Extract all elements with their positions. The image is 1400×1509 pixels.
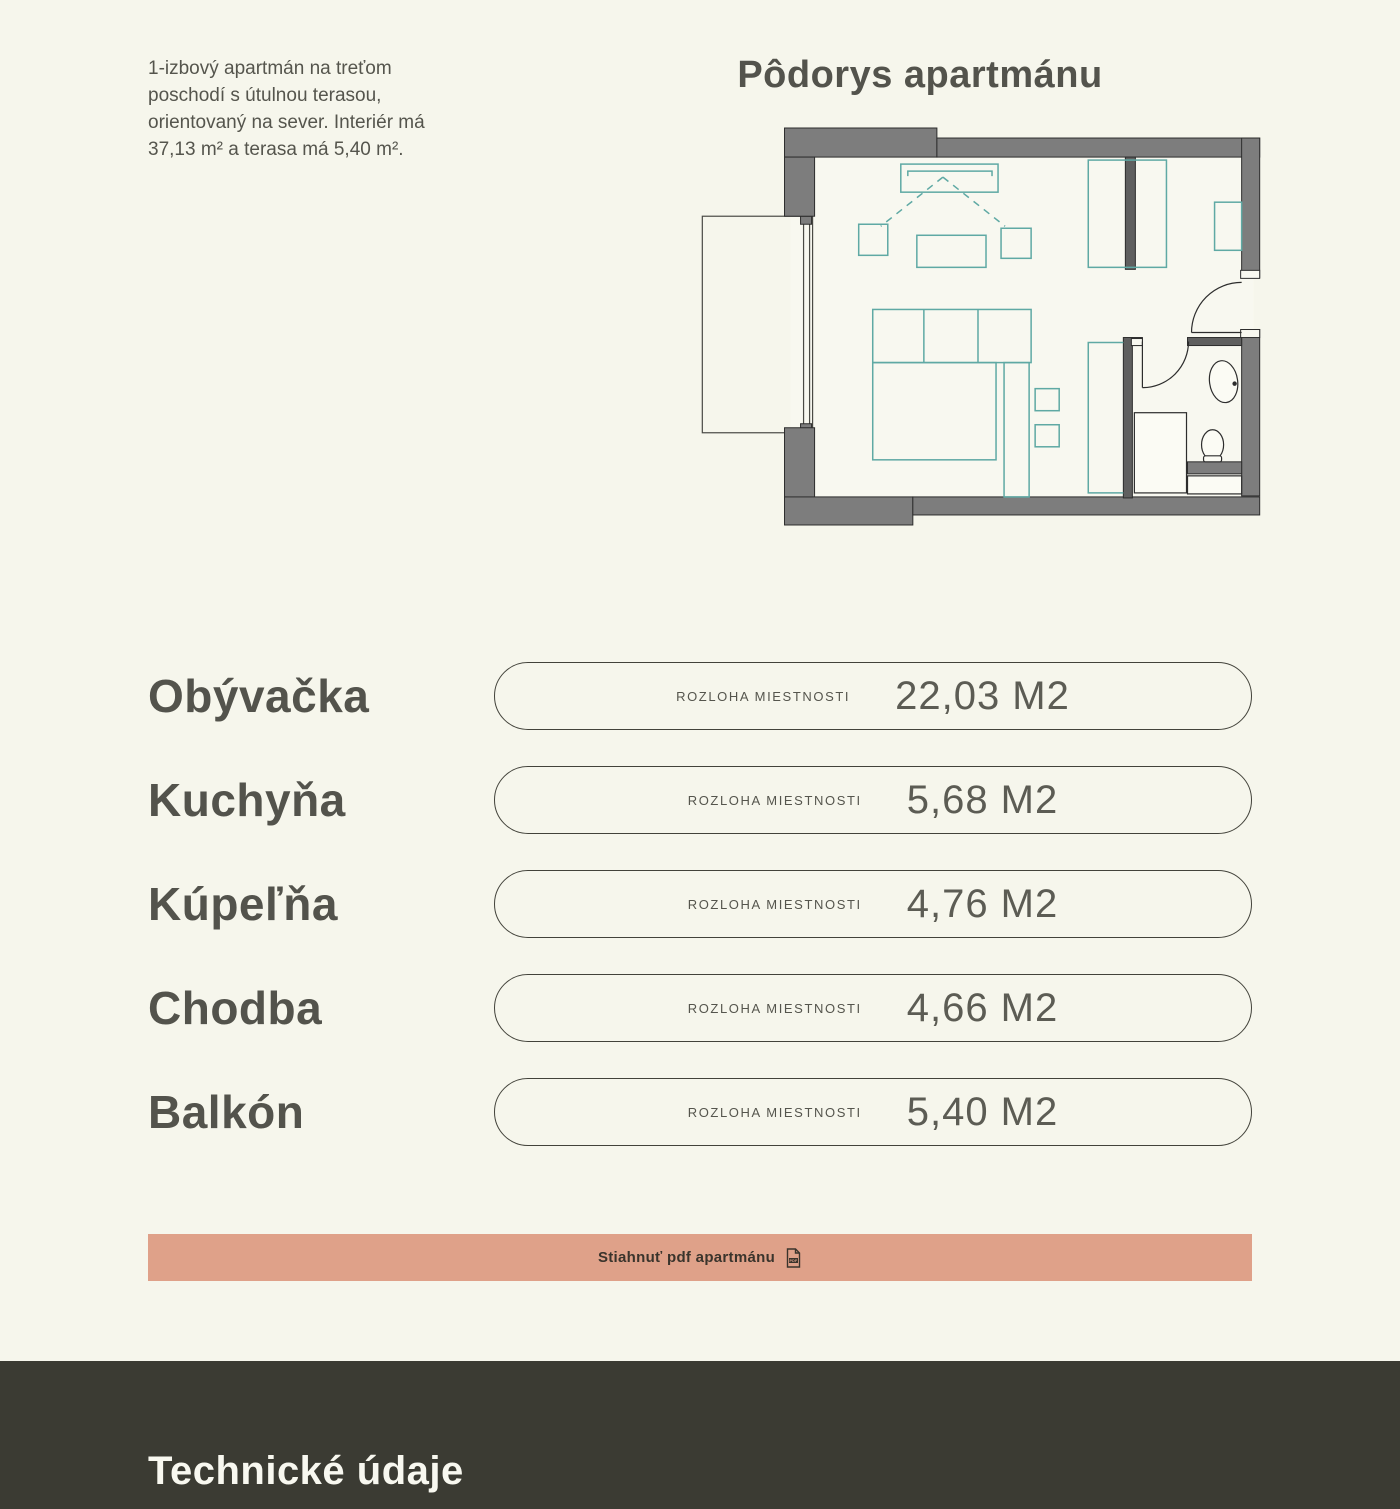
description-line: 1-izbový apartmán na treťom (148, 58, 392, 79)
room-area-pill (494, 662, 1252, 730)
room-area-pill (494, 974, 1252, 1042)
room-name: Kuchyňa (148, 774, 346, 826)
floorplan-section (0, 0, 1400, 536)
shower (1134, 413, 1186, 493)
area-value: 4,76 M2 (906, 881, 1059, 926)
description-line: poschodí s útulnou terasou, (148, 85, 382, 106)
svg-text:PDF: PDF (789, 1258, 798, 1263)
room-row (148, 662, 1252, 730)
room-row (148, 766, 1252, 834)
area-label: ROZLOHA MIESTNOSTI (687, 1000, 862, 1016)
area-value: 4,66 M2 (906, 985, 1059, 1030)
room-row (148, 974, 1252, 1042)
area-label: ROZLOHA MIESTNOSTI (687, 1104, 862, 1120)
room-row (148, 870, 1252, 938)
technical-data-title: Technické údaje (148, 1449, 464, 1493)
room-list (148, 662, 1252, 1146)
floorplan-column (700, 55, 1262, 536)
room-row (148, 1078, 1252, 1146)
floorplan-drawing (700, 125, 1262, 536)
area-label: ROZLOHA MIESTNOSTI (687, 896, 862, 912)
technical-data-section (0, 1361, 1400, 1509)
area-label: ROZLOHA MIESTNOSTI (687, 792, 862, 808)
area-value: 5,68 M2 (906, 777, 1059, 822)
download-pdf-label: Stiahnuť pdf apartmánu (597, 1249, 776, 1266)
room-area-pill (494, 870, 1252, 938)
room-name: Balkón (148, 1086, 305, 1138)
room-name: Chodba (148, 982, 323, 1034)
description-line: 37,13 m² a terasa má 5,40 m². (148, 139, 404, 160)
room-name: Obývačka (148, 670, 370, 722)
room-area-pill (494, 1078, 1252, 1146)
area-label: ROZLOHA MIESTNOSTI (676, 688, 851, 704)
room-name: Kúpeľňa (148, 878, 338, 930)
area-value: 5,40 M2 (906, 1089, 1059, 1134)
room-area-pill (494, 766, 1252, 834)
description-line: orientovaný na sever. Interiér má (148, 112, 425, 133)
download-pdf-button[interactable] (148, 1234, 1252, 1281)
floorplan-title: Pôdorys apartmánu (737, 54, 1103, 96)
area-value: 22,03 M2 (895, 673, 1070, 718)
apartment-description (148, 55, 500, 163)
pdf-file-icon (785, 1248, 802, 1268)
